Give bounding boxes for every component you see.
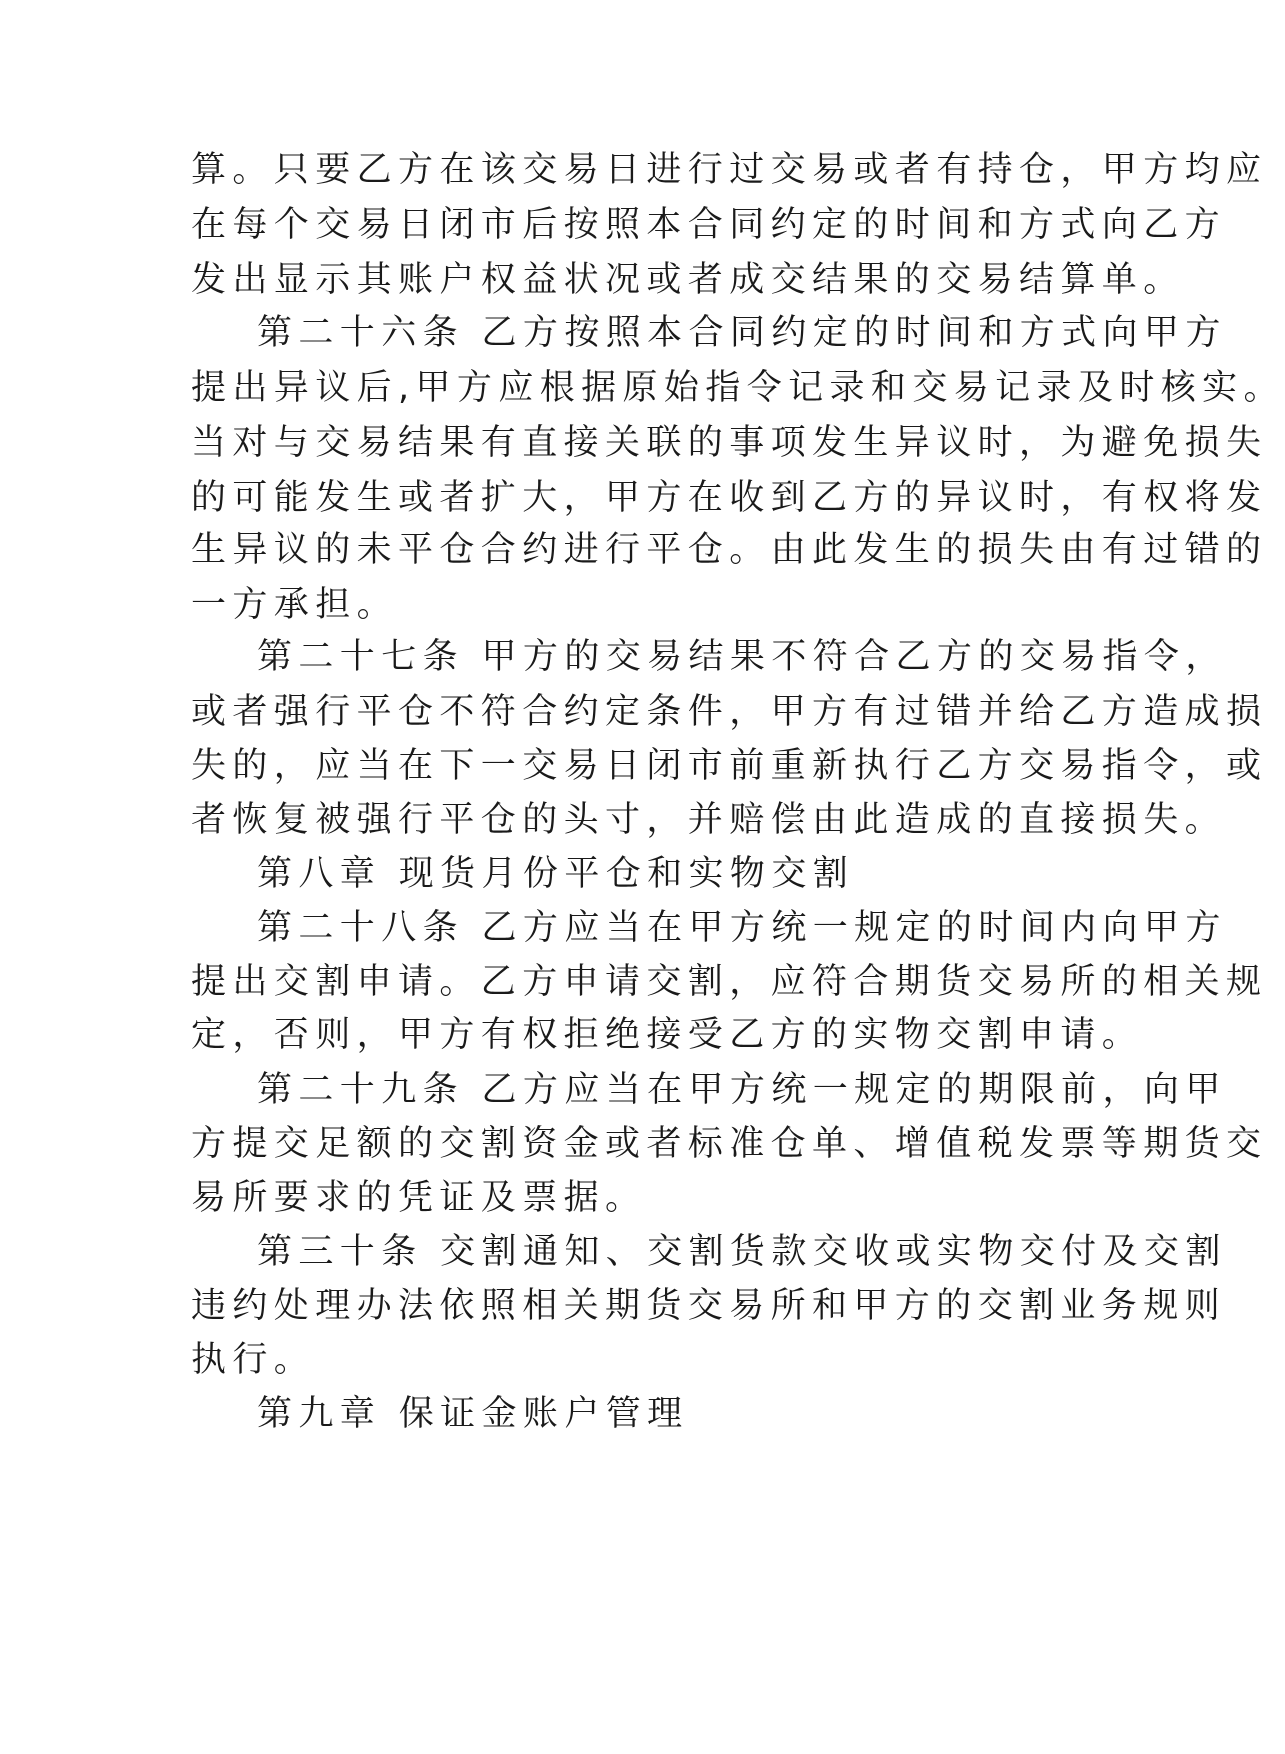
- text-line: 一方承担。: [191, 585, 399, 625]
- article-30-heading-line: 第三十条 交割通知、交割货款交收或实物交付及交割: [257, 1232, 1227, 1272]
- text-line: 算。只要乙方在该交易日进行过交易或者有持仓，甲方均应: [191, 150, 1268, 190]
- chapter-8-heading: 第八章 现货月份平仓和实物交割: [257, 854, 855, 894]
- article-28-heading-line: 第二十八条 乙方应当在甲方统一规定的时间内向甲方: [257, 908, 1227, 948]
- text-line: 者恢复被强行平仓的头寸，并赔偿由此造成的直接损失。: [191, 800, 1227, 840]
- text-line: 违约处理办法依照相关期货交易所和甲方的交割业务规则: [191, 1286, 1227, 1326]
- text-line: 易所要求的凭证及票据。: [191, 1178, 647, 1218]
- text-line: 提出异议后,甲方应根据原始指令记录和交易记录及时核实。: [191, 368, 1285, 408]
- article-27-heading-line: 第二十七条 甲方的交易结果不符合乙方的交易指令，: [257, 637, 1227, 677]
- text-line: 提出交割申请。乙方申请交割，应符合期货交易所的相关规: [191, 962, 1268, 1002]
- article-29-heading-line: 第二十九条 乙方应当在甲方统一规定的期限前，向甲: [257, 1070, 1227, 1110]
- text-line: 的可能发生或者扩大，甲方在收到乙方的异议时，有权将发: [191, 478, 1268, 518]
- article-26-heading-line: 第二十六条 乙方按照本合同约定的时间和方式向甲方: [257, 313, 1227, 353]
- text-line: 执行。: [191, 1340, 316, 1380]
- text-line: 或者强行平仓不符合约定条件，甲方有过错并给乙方造成损: [191, 692, 1268, 732]
- text-line: 发出显示其账户权益状况或者成交结果的交易结算单。: [191, 260, 1185, 300]
- text-line: 在每个交易日闭市后按照本合同约定的时间和方式向乙方: [191, 205, 1227, 245]
- text-line: 生异议的未平仓合约进行平仓。由此发生的损失由有过错的: [191, 530, 1268, 570]
- chapter-9-heading: 第九章 保证金账户管理: [257, 1394, 689, 1434]
- text-line: 定，否则，甲方有权拒绝接受乙方的实物交割申请。: [191, 1015, 1144, 1055]
- text-line: 方提交足额的交割资金或者标准仓单、增值税发票等期货交: [191, 1124, 1268, 1164]
- text-line: 失的，应当在下一交易日闭市前重新执行乙方交易指令，或: [191, 746, 1268, 786]
- text-line: 当对与交易结果有直接关联的事项发生异议时，为避免损失: [191, 423, 1268, 463]
